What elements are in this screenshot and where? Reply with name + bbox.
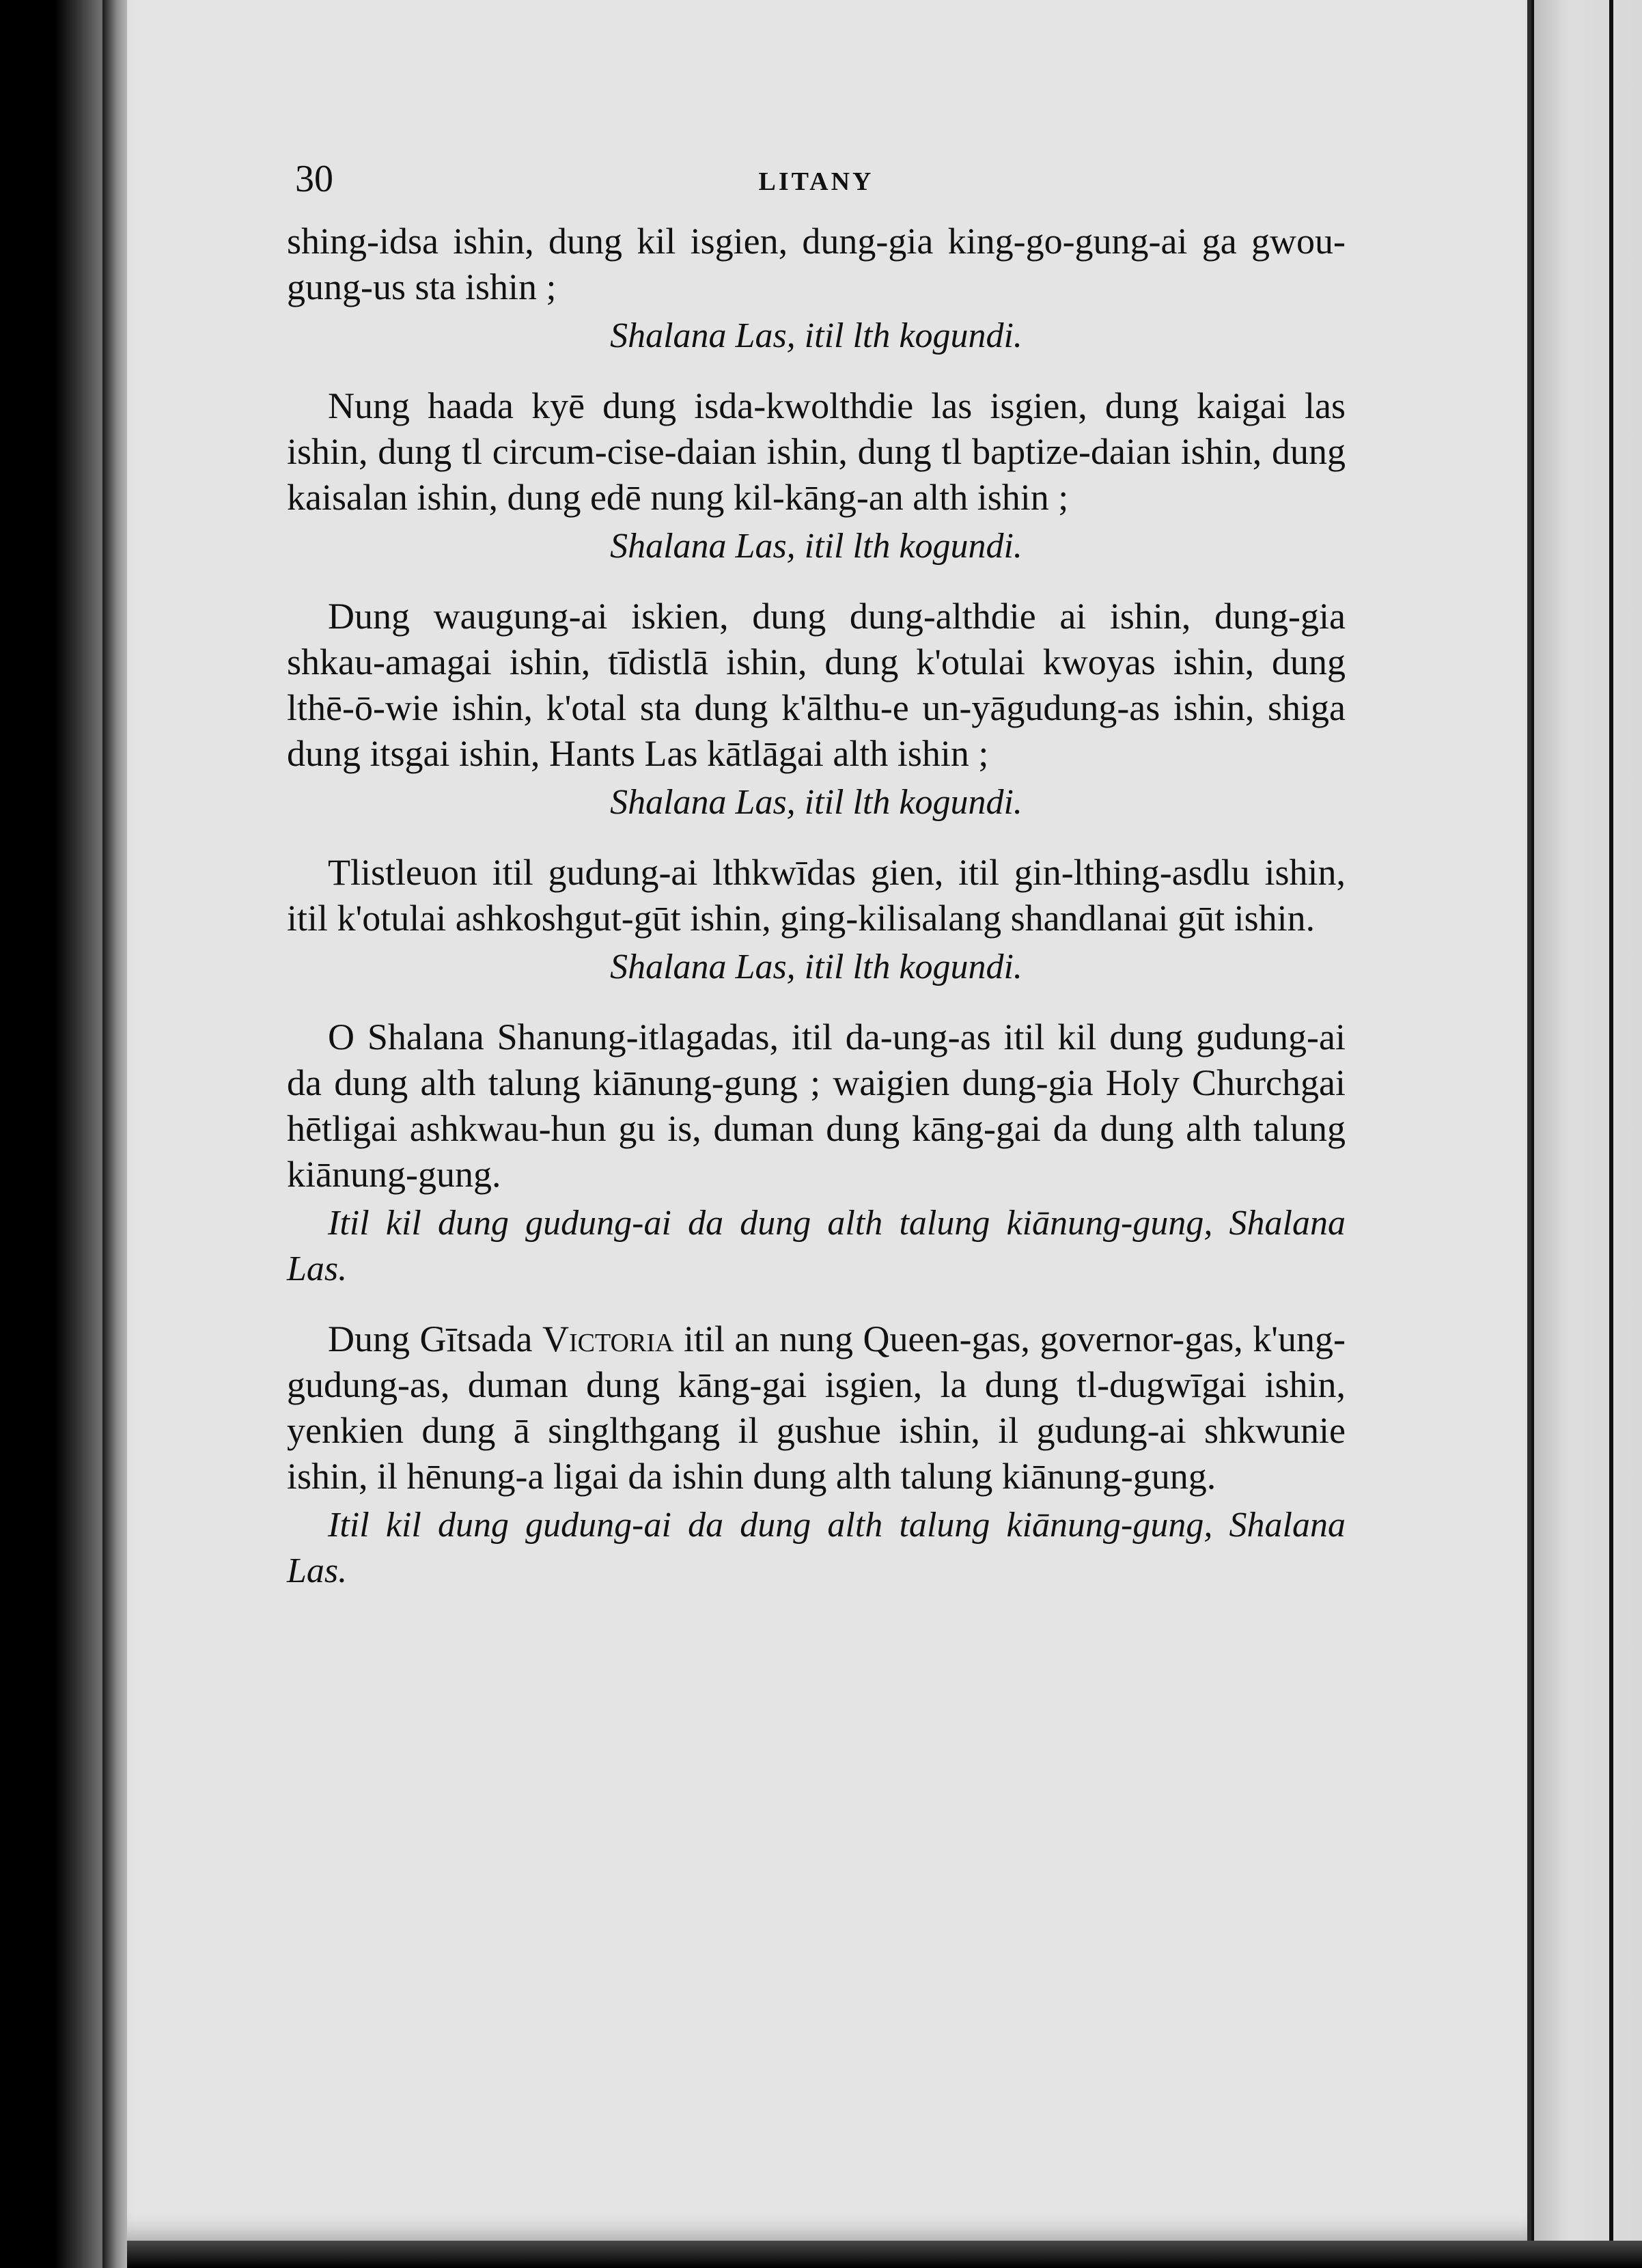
page-number: 30 [295, 158, 333, 200]
running-head: LITANY [758, 167, 874, 196]
paragraph-text-start: Dung Gītsada [328, 1318, 543, 1359]
facing-page-edge [1531, 0, 1642, 2268]
response-paragraph: Itil kil dung gudung-ai da dung alth talung kiānung-gung, Shalana Las. [287, 1506, 1346, 1590]
scan-border-bottom [127, 2241, 1642, 2268]
paragraph: shing-idsa ishin, dung kil isgien, dung-gia king-go-gung-ai ga gwou-gung-us sta ishin ; [287, 221, 1346, 307]
page-text-area [287, 137, 1346, 1602]
paragraph: Dung waugung-ai iskien, dung dung-althdie ai ishin, dung-gia shkau-amagai ishin, tīdistlā ishin, dung k'otulai kwoyas ishin, dung lthē-ō-wie ishin, k'otal sta dung k'ālthu-e un-yāgudung-as ishin, shiga dung itsgai ishin, Hants Las kātlāgai alth ishin ; [287, 596, 1346, 774]
response-line: Shalana Las, itil lth kogundi. [610, 783, 1022, 822]
page-header [287, 137, 1346, 219]
response-line: Shalana Las, itil lth kogundi. [610, 527, 1022, 566]
response-line: Shalana Las, itil lth kogundi. [610, 948, 1022, 986]
response-paragraph: Itil kil dung gudung-ai da dung alth talung kiānung-gung, Shalana Las. [287, 1204, 1346, 1288]
paragraph-text-end: itil an nung Queen-gas, governor-gas, k'ung-gudung-as, duman dung kāng-gai isgien, la dung tl-dugwīgai ishin, yenkien dung ā singlthgang il gushue ishin, il gudung-ai shkwunie ishin, il hēnung-a ligai da ishin dung alth talung kiānung-gung. [287, 1318, 1346, 1497]
page-divider [1609, 0, 1613, 2268]
book-spine-edge [102, 0, 127, 2268]
paragraph-victoria [287, 1316, 1346, 1499]
paragraph: Nung haada kyē dung isda-kwolthdie las isgien, dung kaigai las ishin, dung tl circum-cise-daian ishin, dung tl baptize-daian ishin, dung kaisalan ishin, dung edē nung kil-kāng-an alth ishin ; [287, 385, 1346, 518]
sovereign-name: Victoria [542, 1318, 674, 1359]
paragraph: Tlistleuon itil gudung-ai lthkwīdas gien, itil gin-lthing-asdlu ishin, itil k'otulai ashkoshgut-gūt ishin, ging-kilisalang shandlanai gūt ishin. [287, 852, 1346, 939]
response-line: Shalana Las, itil lth kogundi. [610, 316, 1022, 355]
paragraph: O Shalana Shanung-itlagadas, itil da-ung-as itil kil dung gudung-ai da dung alth talung kiānung-gung ; waigien dung-gia Holy Churchgai hētligai ashkwau-hun gu is, duman dung kāng-gai da dung alth talung kiānung-gung. [287, 1017, 1346, 1195]
